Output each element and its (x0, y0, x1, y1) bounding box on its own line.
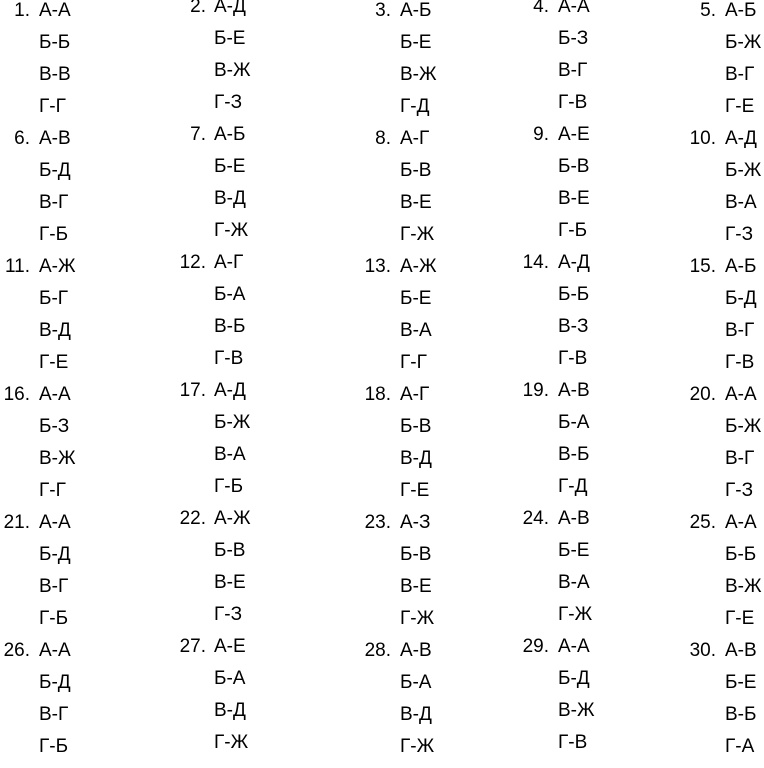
question-number: 28. (364, 640, 391, 661)
answer-pair: Г-Г (400, 352, 427, 373)
answer-pair: Б-А (214, 668, 246, 689)
answer-pair: Г-Е (725, 608, 755, 629)
answer-pair: Г-А (725, 736, 755, 757)
question-number: 1. (14, 0, 30, 21)
answer-list (39, 0, 99, 128)
answer-list (400, 640, 460, 768)
answer-pair: А-В (558, 508, 590, 529)
answer-pair: В-А (400, 320, 432, 341)
answer-pair: А-Д (214, 0, 246, 17)
answer-pair: Б-А (400, 672, 432, 693)
answer-pair: Г-З (725, 224, 754, 245)
answer-pair: В-Е (400, 192, 432, 213)
question-number: 10. (689, 128, 716, 149)
question-number: 9. (533, 124, 549, 145)
question-number: 23. (364, 512, 391, 533)
answer-pair: Б-Д (39, 160, 71, 181)
answer-pair: В-Ж (558, 700, 595, 721)
answer-pair: Б-Е (214, 156, 246, 177)
answer-pair: Г-В (214, 348, 244, 369)
answer-pair: Б-Д (725, 288, 757, 309)
question-number: 5. (700, 0, 716, 21)
answer-pair: Б-В (558, 156, 590, 177)
answer-pair: В-А (214, 444, 246, 465)
answer-pair: В-Д (214, 188, 246, 209)
answer-pair: В-Б (558, 444, 590, 465)
question-number: 14. (522, 252, 549, 273)
answer-list (39, 128, 99, 256)
answer-pair: Б-А (558, 412, 590, 433)
answer-pair: А-А (39, 512, 71, 533)
answer-pair: В-Д (214, 700, 246, 721)
question-number: 20. (689, 384, 716, 405)
answer-pair: Б-Г (39, 288, 69, 309)
answer-pair: В-В (39, 64, 71, 85)
answer-pair: А-Д (558, 252, 590, 273)
answer-pair: В-А (558, 572, 590, 593)
answer-pair: В-Ж (214, 60, 251, 81)
question-number: 7. (190, 124, 206, 145)
answer-pair: Б-Д (39, 672, 71, 693)
answer-pair: А-А (558, 0, 590, 17)
answer-list (214, 252, 274, 380)
question-number: 17. (179, 380, 206, 401)
answer-list (39, 512, 99, 640)
answer-pair: Б-Е (400, 288, 432, 309)
answer-pair: А-З (400, 512, 431, 533)
answer-pair: А-Ж (400, 256, 437, 277)
answer-pair: Б-Е (400, 32, 432, 53)
answer-list (400, 128, 460, 256)
answer-pair: Б-Е (725, 672, 757, 693)
answer-list (558, 124, 618, 252)
answer-pair: Г-З (725, 480, 754, 501)
question-number: 8. (375, 128, 391, 149)
question-number: 24. (522, 508, 549, 529)
question-number: 4. (533, 0, 549, 17)
answer-pair: А-Б (400, 0, 432, 21)
answer-list (725, 640, 764, 768)
answer-pair: А-Б (214, 124, 246, 145)
answer-pair: Б-В (400, 544, 432, 565)
answer-pair: А-В (558, 380, 590, 401)
answer-pair: Г-Д (400, 96, 430, 117)
answer-pair: Б-Д (39, 544, 71, 565)
answer-pair: А-В (39, 128, 71, 149)
answer-pair: Г-Б (39, 224, 69, 245)
answer-list (725, 384, 764, 512)
answer-pair: Г-Ж (400, 608, 435, 629)
answer-pair: Б-Е (558, 540, 590, 561)
question-number: 26. (3, 640, 30, 661)
answer-pair: Г-Ж (214, 732, 249, 753)
answer-pair: В-З (558, 316, 589, 337)
answer-pair: Б-Б (725, 544, 757, 565)
answer-pair: А-В (400, 640, 432, 661)
answer-pair: А-Б (725, 0, 757, 21)
answer-pair: Б-В (400, 160, 432, 181)
answer-pair: Г-В (725, 352, 755, 373)
answer-pair: В-Г (39, 192, 69, 213)
answer-pair: А-А (558, 636, 590, 657)
answer-list (214, 0, 274, 124)
answer-pair: Б-Ж (725, 416, 762, 437)
question-number: 12. (179, 252, 206, 273)
answer-pair: Б-З (39, 416, 70, 437)
question-number: 2. (190, 0, 206, 17)
answer-pair: Г-Б (39, 608, 69, 629)
answer-pair: В-Г (39, 704, 69, 725)
question-number: 3. (375, 0, 391, 21)
answer-pair: А-А (725, 384, 757, 405)
answer-pair: Б-З (558, 28, 589, 49)
answer-list (214, 124, 274, 252)
answer-pair: В-Д (400, 448, 432, 469)
answer-pair: Г-Е (39, 352, 69, 373)
answer-pair: Г-Е (725, 96, 755, 117)
answer-pair: В-Г (558, 60, 588, 81)
answer-pair: Б-Ж (725, 32, 762, 53)
answer-list (558, 380, 618, 508)
question-number: 6. (14, 128, 30, 149)
question-number: 22. (179, 508, 206, 529)
answer-pair: В-Ж (39, 448, 76, 469)
answer-pair: Г-Ж (558, 604, 593, 625)
answer-pair: В-Е (214, 572, 246, 593)
answer-pair: Г-В (558, 92, 588, 113)
question-number: 11. (4, 256, 30, 277)
answer-list (400, 384, 460, 512)
question-number: 29. (522, 636, 549, 657)
answer-pair: Б-В (400, 416, 432, 437)
answer-pair: А-Ж (39, 256, 76, 277)
answer-pair: Г-Г (39, 480, 66, 501)
answer-pair: Б-Б (39, 32, 71, 53)
answer-pair: В-Е (400, 576, 432, 597)
answer-list (400, 512, 460, 640)
answer-pair: А-Д (214, 380, 246, 401)
answer-list (39, 256, 99, 384)
answer-pair: Г-В (558, 732, 588, 753)
answer-pair: Г-Е (400, 480, 430, 501)
answer-pair: А-Б (725, 256, 757, 277)
answer-list (214, 508, 274, 636)
answer-pair: В-Б (214, 316, 246, 337)
answer-pair: А-Г (400, 384, 430, 405)
answer-list (558, 0, 618, 124)
answer-pair: Г-З (214, 92, 243, 113)
answer-pair: А-А (39, 384, 71, 405)
answer-pair: А-А (39, 0, 71, 21)
question-number: 18. (364, 384, 391, 405)
answer-list (558, 508, 618, 636)
question-number: 19. (522, 380, 549, 401)
answer-pair: А-Е (558, 124, 590, 145)
answer-pair: В-Г (725, 448, 755, 469)
answer-pair: В-А (725, 192, 757, 213)
answer-pair: А-Ж (214, 508, 251, 529)
question-number: 30. (689, 640, 716, 661)
answer-pair: В-Е (558, 188, 590, 209)
question-number: 13. (364, 256, 391, 277)
answer-pair: В-Г (725, 320, 755, 341)
answer-list (725, 512, 764, 640)
question-number: 21. (3, 512, 30, 533)
question-number: 16. (3, 384, 30, 405)
question-number: 27. (179, 636, 206, 657)
answer-pair: А-А (39, 640, 71, 661)
answer-pair: Б-Б (558, 284, 590, 305)
answer-pair: Г-В (558, 348, 588, 369)
answer-pair: Г-З (214, 604, 243, 625)
answer-pair: Б-Е (214, 28, 246, 49)
answer-pair: В-Б (725, 704, 757, 725)
answer-pair: Г-Ж (214, 220, 249, 241)
answer-pair: Г-Б (558, 220, 588, 241)
answer-pair: Б-Ж (214, 412, 251, 433)
answer-pair: А-Г (214, 252, 244, 273)
answer-pair: Б-А (214, 284, 246, 305)
answer-list (39, 384, 99, 512)
answer-list (725, 256, 764, 384)
answer-pair: Г-Ж (400, 736, 435, 757)
answer-list (214, 380, 274, 508)
answer-pair: Б-В (214, 540, 246, 561)
answer-pair: Г-Д (558, 476, 588, 497)
answer-list (725, 128, 764, 256)
answer-pair: Г-Г (39, 96, 66, 117)
answer-pair: А-Е (214, 636, 246, 657)
answer-list (400, 0, 460, 128)
answer-list (39, 640, 99, 768)
answer-pair: А-А (725, 512, 757, 533)
answer-pair: Б-Ж (725, 160, 762, 181)
answer-pair: Г-Ж (400, 224, 435, 245)
answer-pair: В-Г (725, 64, 755, 85)
answer-pair: В-Д (400, 704, 432, 725)
answer-pair: Б-Д (558, 668, 590, 689)
answer-pair: Г-Б (214, 476, 244, 497)
answer-pair: В-Ж (725, 576, 762, 597)
answer-list (400, 256, 460, 384)
answer-list (214, 636, 274, 764)
question-number: 15. (689, 256, 716, 277)
answer-pair: А-Д (725, 128, 757, 149)
question-number: 25. (689, 512, 716, 533)
answer-pair: А-В (725, 640, 757, 661)
answer-pair: В-Д (39, 320, 71, 341)
answer-list (558, 252, 618, 380)
answer-pair: Г-Б (39, 736, 69, 757)
answer-pair: А-Г (400, 128, 430, 149)
answer-list (725, 0, 764, 128)
answer-pair: В-Г (39, 576, 69, 597)
answer-pair: В-Ж (400, 64, 437, 85)
answer-list (558, 636, 618, 764)
